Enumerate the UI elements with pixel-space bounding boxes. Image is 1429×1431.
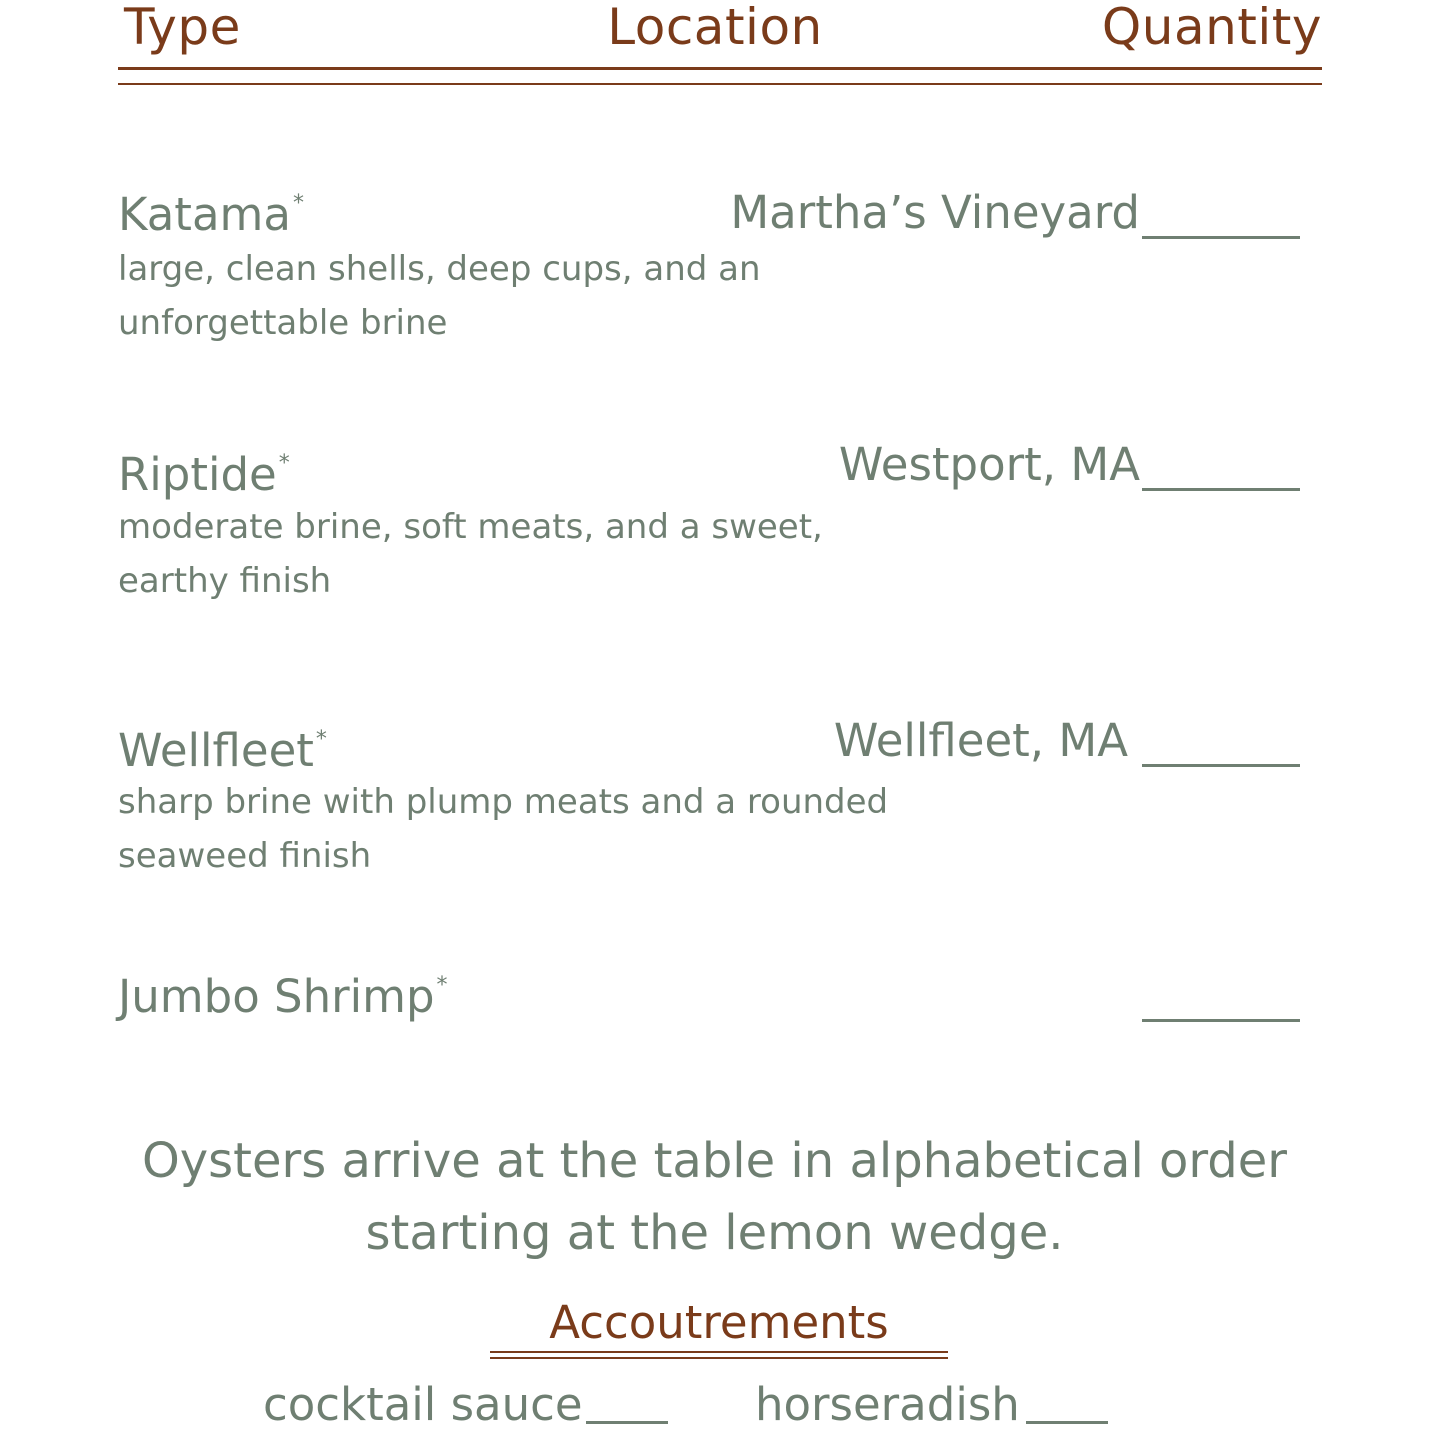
asterisk-mark: * [315,727,327,752]
item-location: Martha’s Vineyard [730,186,1140,239]
item-name-text: Wellfleet [118,724,314,777]
asterisk-mark: * [278,451,290,476]
quantity-blank[interactable] [1142,1019,1300,1022]
item-description [118,500,958,608]
location-column-header: Location [607,0,823,56]
item-name-text: Katama [118,188,291,241]
item-name [118,724,327,777]
item-description [118,775,1018,883]
quantity-blank[interactable] [1142,764,1300,767]
header-divider-thick [118,67,1322,70]
note-line: starting at the lemon wedge. [365,1205,1064,1261]
item-name-text: Riptide [118,448,277,501]
menu-item-jumbo-shrimp [118,970,1300,1030]
description-line: earthy finish [118,561,332,601]
accoutrement-cocktail-sauce: cocktail sauce [263,1378,583,1431]
menu-item-riptide [118,438,1300,618]
asterisk-mark: * [436,973,448,998]
menu-item-katama [118,188,1300,358]
menu-header [118,0,1322,90]
accoutrements-divider [490,1351,948,1353]
description-line: sharp brine with plump meats and a rounded [118,782,889,822]
description-line: large, clean shells, deep cups, and an [118,249,761,289]
accoutrements-divider [490,1357,948,1359]
description-line: seaweed finish [118,836,372,876]
item-name-text: Jumbo Shrimp [118,970,435,1023]
accoutrement-horseradish: horseradish [755,1378,1020,1431]
item-name [118,970,448,1023]
item-name [118,188,304,241]
description-line: moderate brine, soft meats, and a sweet, [118,507,823,547]
accoutrements-title: Accoutrements [549,1296,889,1349]
quantity-blank[interactable] [1026,1421,1108,1424]
item-location: Westport, MA [838,438,1140,491]
quantity-blank[interactable] [586,1421,668,1424]
quantity-column-header: Quantity [1101,0,1322,56]
quantity-blank[interactable] [1142,488,1300,491]
quantity-blank[interactable] [1142,236,1300,239]
serving-note [100,1125,1329,1269]
item-location: Wellfleet, MA [833,714,1128,767]
header-divider-thin [118,83,1322,85]
note-line: Oysters arrive at the table in alphabetical order [141,1133,1288,1189]
type-column-header: Type [124,0,241,56]
description-line: unforgettable brine [118,303,448,343]
item-description [118,242,958,350]
menu-item-wellfleet [118,714,1300,894]
item-name [118,448,290,501]
asterisk-mark: * [292,191,304,216]
